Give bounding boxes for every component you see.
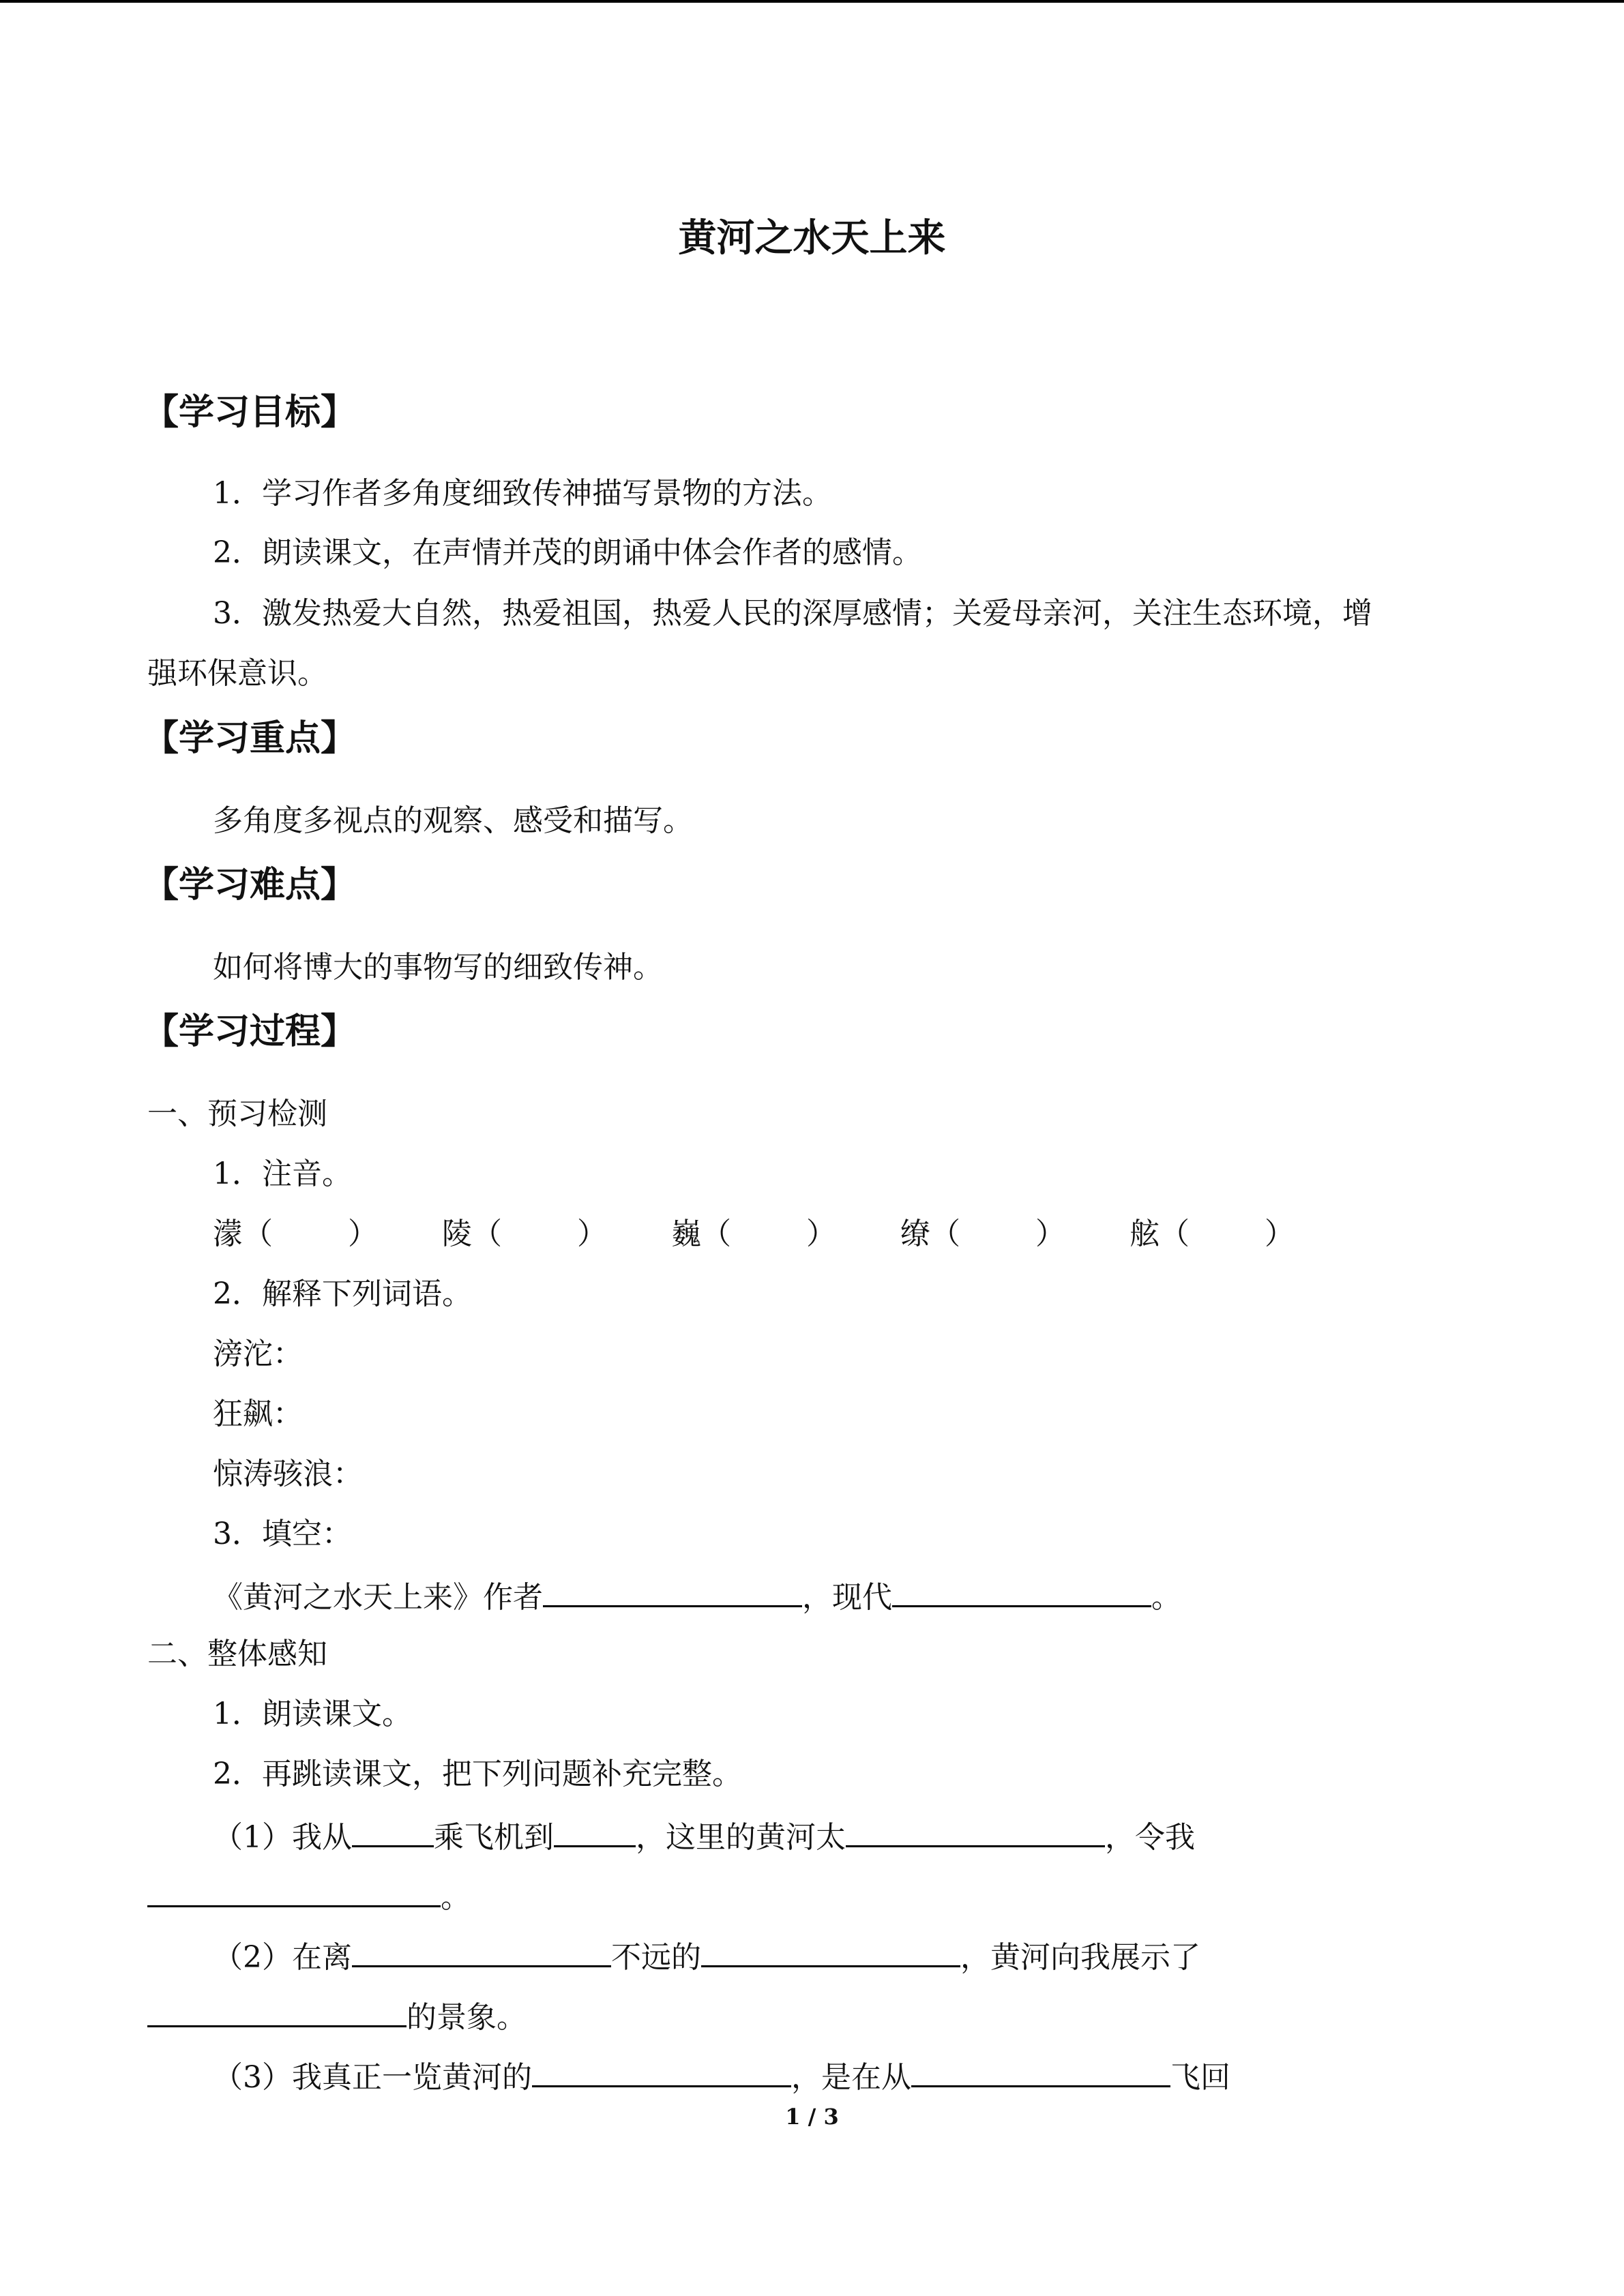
pronunciation-item: 濛（ ） bbox=[213, 1217, 378, 1251]
item-1-blank-feeling[interactable] bbox=[147, 1874, 441, 1907]
item-1-blank-from[interactable] bbox=[352, 1814, 434, 1847]
item-3-blank-view[interactable] bbox=[532, 2054, 791, 2087]
focus-heading: 【学习重点】 bbox=[143, 718, 357, 759]
document-title: 黄河之水天上来 bbox=[678, 216, 946, 260]
preview-q3: 3．填空： bbox=[213, 1517, 352, 1551]
word-3-label: 惊涛骇浪： bbox=[213, 1457, 363, 1491]
pronunciation-item: 缭（ ） bbox=[900, 1217, 1065, 1251]
pronunciation-item: 舷（ ） bbox=[1130, 1217, 1295, 1251]
pronunciation-char: 陵 bbox=[442, 1217, 472, 1251]
item-2-line-2: 的景象。 bbox=[147, 1994, 527, 2038]
focus-text: 多角度多视点的观察、感受和描写。 bbox=[213, 803, 693, 838]
pronunciation-char: 巍 bbox=[671, 1217, 701, 1251]
item-2-blank-location[interactable] bbox=[701, 1934, 960, 1967]
item-1-line-2: 。 bbox=[147, 1874, 471, 1918]
item-1-line-1: （1）我从 乘飞机到 ，这里的黄河太 ，令我 bbox=[213, 1814, 1195, 1858]
goal-3-line-1: 3．激发热爱大自然，热爱祖国，热爱人民的深厚感情；关爱母亲河，关注生态环境，增 bbox=[213, 596, 1372, 631]
item-2-blank-place[interactable] bbox=[352, 1934, 611, 1967]
item-2-line-1: （2）在离 不远的 ，黄河向我展示了 bbox=[213, 1934, 1200, 1978]
pronunciation-item: 陵（ ） bbox=[442, 1217, 607, 1251]
goal-2: 2．朗读课文，在声情并茂的朗诵中体会作者的感情。 bbox=[213, 535, 922, 570]
word-1-label: 滂沱： bbox=[213, 1337, 303, 1371]
item-2-blank-scene[interactable] bbox=[147, 1994, 407, 2027]
goals-heading: 【学习目标】 bbox=[143, 392, 357, 433]
preview-heading: 一、预习检测 bbox=[147, 1097, 327, 1131]
preview-q1: 1．注音。 bbox=[213, 1157, 352, 1191]
word-2-label: 狂飙： bbox=[213, 1397, 303, 1431]
fill-author-line: 《黄河之水天上来》作者 ，现代 。 bbox=[213, 1574, 1181, 1618]
difficulty-text: 如何将博大的事物写的细致传神。 bbox=[213, 950, 663, 985]
process-heading: 【学习过程】 bbox=[143, 1011, 357, 1052]
preview-q2: 2．解释下列词语。 bbox=[213, 1277, 472, 1311]
overall-q2: 2．再跳读课文，把下列问题补充完整。 bbox=[213, 1757, 742, 1791]
goal-3-line-2: 强环保意识。 bbox=[147, 656, 327, 691]
item-3-blank-from[interactable] bbox=[911, 2054, 1170, 2087]
author-blank[interactable] bbox=[543, 1574, 802, 1607]
page-top-border bbox=[0, 0, 1624, 3]
pronunciation-char: 缭 bbox=[900, 1217, 930, 1251]
item-3-line-1: （3）我真正一览黄河的 ，是在从 飞回 bbox=[213, 2054, 1230, 2098]
overall-q1: 1．朗读课文。 bbox=[213, 1697, 412, 1731]
difficulty-heading: 【学习难点】 bbox=[143, 865, 357, 906]
page-number: 1 / 3 bbox=[785, 2104, 839, 2130]
pronunciation-char: 濛 bbox=[213, 1217, 243, 1251]
item-1-blank-desc[interactable] bbox=[846, 1814, 1105, 1847]
goal-1: 1．学习作者多角度细致传神描写景物的方法。 bbox=[213, 476, 832, 511]
identity-blank[interactable] bbox=[892, 1574, 1151, 1607]
overall-heading: 二、整体感知 bbox=[147, 1637, 327, 1671]
item-1-blank-to[interactable] bbox=[554, 1814, 636, 1847]
pronunciation-char: 舷 bbox=[1130, 1217, 1160, 1251]
pronunciation-item: 巍（ ） bbox=[671, 1217, 836, 1251]
